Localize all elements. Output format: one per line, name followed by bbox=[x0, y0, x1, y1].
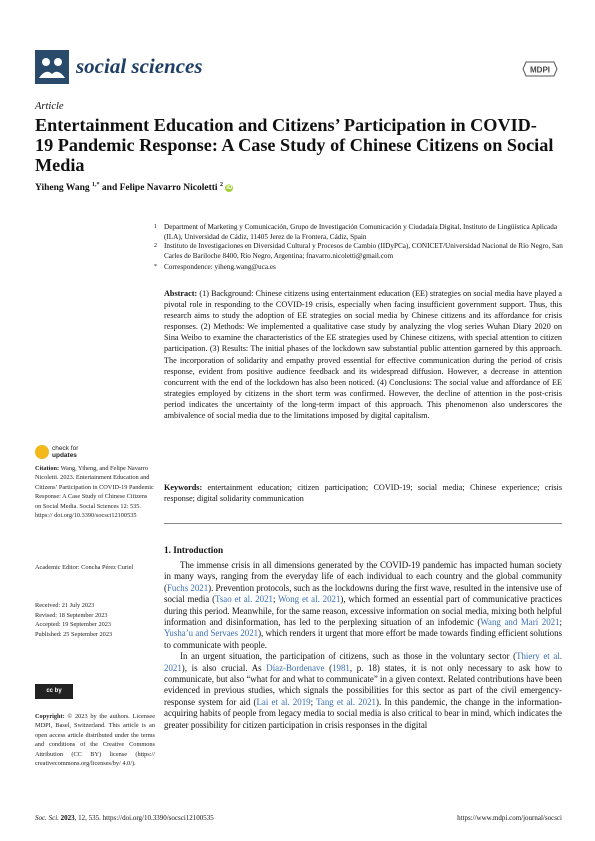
affiliation-2 bbox=[154, 241, 564, 261]
author-connector: and bbox=[101, 183, 118, 194]
mdpi-logo[interactable] bbox=[522, 60, 558, 78]
affiliation-number: 1 bbox=[154, 224, 157, 230]
citation bbox=[35, 464, 155, 520]
abstract-text: (1) Background: Chinese citizens using entertainment education (EE) strategies on social media have played a pivotal role in responding to the COVID-19 crisis, especially when facing insufficient government support. Thus, this research aims to study the adoption of EE strategies on social media by Chinese citizens and its affordance for crisis responses. (2) Methods: We implemented a qualitative case study by analyzing the vlog series Wuhan Diary 2020 on Sina Weibo to examine the characteristics of the EE strategies used by Chinese citizens, with special attention to citizen participation. (3) Results: The initial phases of the lockdown saw substantial public attention garnered by this approach. The incorporation of solidarity and empathy proved essential for effective communication during the period of crisis response, evident from positive audience feedback and its widespread diffusion. However, a decrease in attention concurrent with the end of the lockdown has also been noticed. (4) Conclusions: The social value and affordance of EE strategies employed by citizens in the short term was confirmed. However, the decline of attention in the post-crisis period indicates the uncertainty of the long-term impact of this approach. This phenomenon also underscores the ambivalence of social media due to the limitations imposed by digital capitalism. bbox=[164, 289, 563, 421]
citation-link[interactable]: Fuchs 2021 bbox=[166, 582, 209, 593]
published-date: Published: 25 September 2023 bbox=[35, 631, 113, 638]
citation-link[interactable]: 1981 bbox=[332, 662, 350, 673]
cc-license-badge[interactable]: cc by bbox=[35, 684, 73, 699]
footer-journal: Soc. Sci. bbox=[35, 814, 59, 822]
received-date: Received: 21 July 2023 bbox=[35, 602, 95, 609]
author-name[interactable]: Felipe Navarro Nicoletti bbox=[119, 183, 218, 194]
copyright bbox=[35, 712, 155, 768]
affiliation-number: 2 bbox=[154, 243, 157, 249]
footer-year: 2023 bbox=[60, 814, 75, 822]
affiliation-text: Instituto de Investigaciones en Diversidad Cultural y Procesos de Cambio (IIDyPCa), CONICET/Universidad Nacional de Río Negro, San Carles de Bariloche 8400, Río Negro, Argentina; fnavarro.nicoletti@gmail.com bbox=[164, 242, 563, 260]
journal-name[interactable]: social sciences bbox=[76, 54, 203, 78]
journal-logo bbox=[35, 50, 69, 84]
citation-link[interactable]: Thiery et al. 2021 bbox=[164, 651, 563, 673]
orcid-icon[interactable]: iD bbox=[226, 185, 233, 192]
section-heading: 1. Introduction bbox=[164, 545, 224, 555]
copyright-label: Copyright: bbox=[35, 713, 65, 720]
check-label-2: updates bbox=[52, 452, 77, 459]
paragraph: The immense crisis in all dimensions generated by the COVID-19 pandemic has impacted human society in many ways, ranging from the everyday life of each individual to each country and the global community (Fuchs 2021). Prevention protocols, such as the lockdowns during the first wave, resulted in the intensive use of social media (Tsao et al. 2021; Wong et al. 2021), which formed an essential part of communicative practices during this period. Meanwhile, for the same reason, excessive information on social media, mixing both helpful information and disinformation, has led to the perplexing situation of an infodemic (Wang and Marí 2021; Yusha’u and Servaes 2021), which renders it urgent that more effort be made towards finding efficient solutions to communicate with people. bbox=[164, 560, 563, 650]
author-list bbox=[35, 182, 233, 193]
citation-link[interactable]: Tsao et al. 2021 bbox=[215, 594, 273, 605]
citation-link[interactable]: Yusha’u and Servaes 2021 bbox=[164, 628, 259, 639]
footer-journal-url[interactable]: https://www.mdpi.com/journal/socsci bbox=[457, 814, 562, 822]
citation-link[interactable]: Lai et al. 2019 bbox=[256, 696, 311, 707]
affiliation-text: Department of Marketing y Comunicación, Grupo de Investigación Comunicación y Ciudadaía Digital, Instituto de Lingüística Aplicada (ILA), Universidad de Cádiz, 11405 Jerez de la Frontera, Cádiz, Spain bbox=[164, 223, 558, 241]
copyright-text: © 2023 by the authors. Licensee MDPI, Basel, Switzerland. This article is an open access article distributed under the terms and conditions of the Creative Commons Attribution (CC BY) license (https:// creativecommons.org/licenses/by/ 4.0/). bbox=[35, 713, 155, 768]
citation-link[interactable]: Wong et al. 2021 bbox=[278, 594, 341, 605]
author-superscript: 1,* bbox=[92, 182, 100, 188]
accepted-date: Accepted: 19 September 2023 bbox=[35, 621, 112, 628]
check-label-1: check for bbox=[52, 445, 79, 452]
keywords-label: Keywords: bbox=[164, 483, 203, 492]
abstract-label: Abstract: bbox=[164, 289, 198, 298]
publisher-text: MDPI bbox=[530, 65, 550, 75]
paper-title: Entertainment Education and Citizens’ Participation in COVID-19 Pandemic Response: A Case Study of Chinese Citizens on Social Media bbox=[35, 115, 554, 175]
affiliation-text: Correspondence: yiheng.wang@uca.es bbox=[164, 263, 276, 271]
introduction-body bbox=[164, 560, 562, 731]
correspondence bbox=[154, 262, 564, 272]
abstract bbox=[164, 288, 562, 421]
revised-date: Revised: 18 September 2023 bbox=[35, 612, 108, 619]
citation-link[interactable]: Tang et al. 2021 bbox=[316, 696, 376, 707]
citation-link[interactable]: Díaz-Bordenave bbox=[266, 662, 325, 673]
academic-editor: Academic Editor: Concha Pérez Curiel bbox=[35, 564, 134, 571]
affiliation-number: * bbox=[154, 264, 157, 270]
paragraph: In an urgent situation, the participation of citizens, such as those in the voluntary sector (Thiery et al. 2021), is also crucial. As Díaz-Bordenave (1981, p. 18) states, it is not only necessary to ask how to communicate, but also “what for and what to communicate” in a given context. Related contributions have been evidenced in previous studies, which signals the possibilities for this sector as part of the civil emergency-response system for aid (Lai et al. 2019; Tang et al. 2021). In this pandemic, the change in the information-acquiring habits of people from legacy media to social media is also critical to bear in mind, which indicates the greater possibility for citizen participation in crisis responses in the digital bbox=[164, 651, 563, 730]
author-name[interactable]: Yiheng Wang bbox=[35, 183, 90, 194]
check-for-updates-button[interactable] bbox=[35, 445, 95, 459]
citation-link[interactable]: Wang and Marí 2021 bbox=[480, 617, 560, 628]
check-updates-icon bbox=[35, 445, 49, 459]
footer-doi[interactable]: , 12, 535. https://doi.org/10.3390/socsci12100535 bbox=[74, 814, 214, 822]
affiliation-1 bbox=[154, 222, 564, 242]
keywords bbox=[164, 482, 562, 504]
footer-citation bbox=[35, 814, 214, 822]
author-superscript: 2 bbox=[219, 182, 223, 188]
citation-label: Citation: bbox=[35, 465, 60, 472]
citation-text: Wang, Yiheng, and Felipe Navarro Nicoletti. 2023. Entertainment Education and Citizens’ Participation in COVID-19 Pandemic Response: A Case Study of Chinese Citizens on Social Media. Social Sciences 12: 535. https:// doi.org/10.3390/socsci12100535 bbox=[35, 465, 154, 520]
article-type: Article bbox=[35, 101, 64, 112]
keywords-text: entertainment education; citizen participation; COVID-19; social media; Chinese experience; crisis response; digital solidarity communication bbox=[164, 483, 563, 504]
divider bbox=[164, 523, 562, 524]
